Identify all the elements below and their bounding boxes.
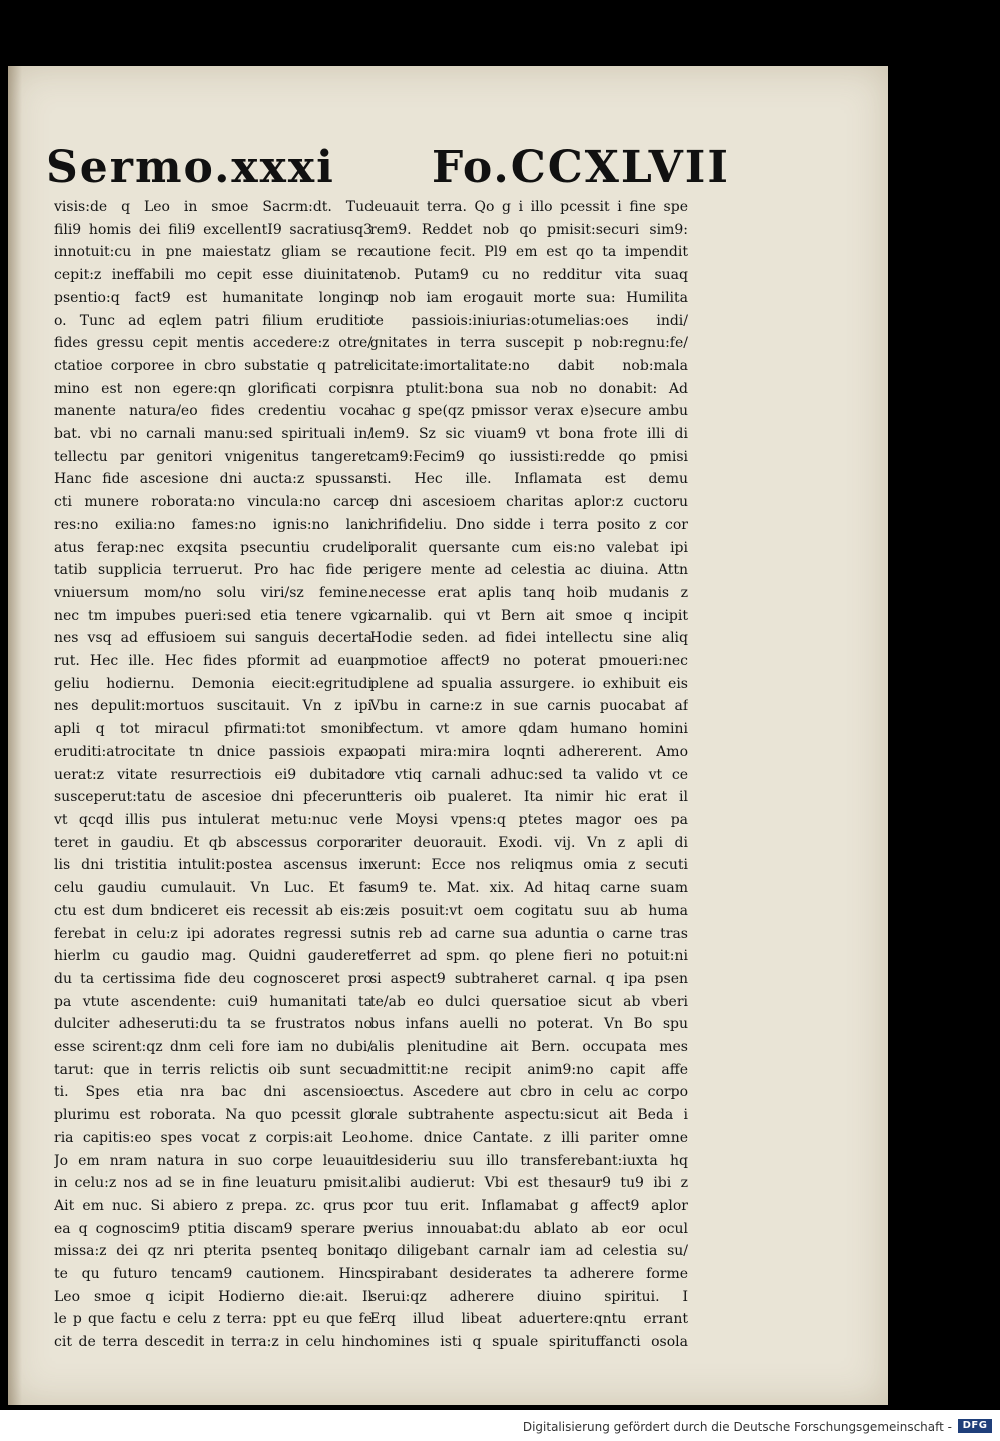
text-line: erigere mente ad celestia ac diuina. Attn	[370, 562, 688, 579]
text-line: geliu hodiernu. Demonia eiecit:egritudi	[54, 675, 372, 692]
text-line: vt qcqd illis pus intulerat metu:nuc ver	[54, 811, 372, 828]
text-line: ctu est dum bndiceret eis recessit ab eis:z	[54, 902, 372, 919]
text-line: teris oib pualeret. Ita nimir hic erat il	[370, 789, 688, 806]
text-line: chrifideliu. Dno sidde i terra posito z cor	[370, 516, 688, 533]
text-line: hierlm cu gaudio mag. Quidni gauderet	[54, 948, 372, 965]
text-line: nob. Putam9 cu no redditur vita suaq	[370, 267, 688, 284]
text-line: mino est non egere:qn glorificati corpis	[54, 380, 372, 397]
text-line: riter deuorauit. Exodi. vij. Vn z apli di	[370, 834, 688, 851]
text-line: nra ptulit:bona sua nob no donabit: Ad	[370, 380, 688, 397]
text-line: p nob iam erogauit morte sua: Humilita	[370, 289, 688, 306]
text-line: eruditi:atrocitate tn dnice passiois expa	[54, 743, 372, 760]
text-line: licitate:imortalitate:no dabit nob:mala	[370, 357, 688, 374]
text-line: te/ab eo dulci quersatioe sicut ab vberi	[370, 993, 688, 1010]
text-line: Erq illud libeat aduertere:qntu errant	[370, 1311, 688, 1328]
text-line: alibi audierut: Vbi est thesaur9 tu9 ibi z	[370, 1175, 688, 1192]
text-line: te qu futuro tencam9 cautionem. Hinc	[54, 1266, 372, 1283]
text-line: cepit:z ineffabili mo cepit esse diuinitate	[54, 267, 372, 284]
text-line: Vbu in carne:z in sue carnis puocabat af	[370, 698, 688, 715]
text-line: carnalib. qui vt Bern ait smoe q incipit	[370, 607, 688, 624]
text-line: psentio:q fact9 est humanitate longinq	[54, 289, 372, 306]
text-line: hac g spe(qz pmissor verax e)secure ambu	[370, 403, 688, 420]
text-line: du ta certissima fide deu cognosceret pro	[54, 970, 372, 987]
footer-bar	[0, 1410, 1000, 1441]
text-line: tatib supplicia terruerut. Pro hac fide p	[54, 562, 372, 579]
text-line: Hanc fide ascesione dni aucta:z spussan	[54, 471, 372, 488]
text-line: innotuit:cu in pne maiestatz gliam se re	[54, 244, 372, 261]
text-line: tellectu par genitori vnigenitus tangeret	[54, 448, 372, 465]
dfg-logo: DFG	[958, 1419, 992, 1433]
text-line: Ait em nuc. Si abiero z prepa. zc. qrus p	[54, 1197, 372, 1214]
text-line: re vtiq carnali adhuc:sed ta valido vt ce	[370, 766, 688, 783]
text-line: opati mira:mira loqnti adhererent. Amo	[370, 743, 688, 760]
text-line: ea q cognoscim9 ptitia discam9 sperare p	[54, 1220, 372, 1237]
text-line: manente natura/eo fides credentiu voca	[54, 403, 372, 420]
text-line: vniuersum mom/no solu viri/sz femine.	[54, 584, 372, 601]
text-line: celu gaudiu cumulauit. Vn Luc. Et fa	[54, 880, 372, 897]
text-line: rut. Hec ille. Hec fides pformit ad euan	[54, 653, 372, 670]
text-line: rale subtrahente aspectu:sicut ait Beda i	[370, 1107, 688, 1124]
text-line: susceperut:tatu de ascesioe dni pfecerunt	[54, 789, 372, 806]
text-line: lem9. Sz sic viuam9 vt bona frote illi di	[370, 426, 688, 443]
text-line: leuauit terra. Qo g i illo pcessit i fine spe	[370, 199, 688, 215]
text-line: le p que factu e celu z terra: ppt eu que fe	[54, 1311, 372, 1328]
text-line: desideriu suu illo transferebant:iuxta hq	[370, 1152, 688, 1169]
text-line: cor tuu erit. Inflamabat g affect9 aplor	[370, 1197, 688, 1214]
text-line: te passiois:iniurias:otumelias:oes indi/	[370, 312, 688, 329]
text-line: nes vsq ad effusioem sui sanguis decerta	[54, 630, 372, 647]
text-line: Hodie seden. ad fidei intellectu sine aliq	[370, 630, 688, 647]
text-line: dulciter adheseruti:du ta se frustratos no	[54, 1016, 372, 1033]
text-line: missa:z dei qz nri pterita psenteq bonita	[54, 1243, 372, 1260]
text-line: si aspect9 subtraheret carnal. q ipa psen	[370, 970, 688, 987]
text-line: nis reb ad carne sua aduntia o carne tras	[370, 925, 688, 942]
text-line: fili9 homis dei fili9 excellentI9 sacratiusq3	[54, 221, 372, 238]
text-line: qo diligebant carnalr iam ad celestia su/	[370, 1243, 688, 1260]
text-line: pmotioe affect9 no poterat pmoueri:nec	[370, 653, 688, 670]
text-line: visis:de q Leo in smoe Sacrm:dt. Tuc	[54, 199, 372, 215]
text-line: poralit quersante cum eis:no valebat ipi	[370, 539, 688, 556]
text-line: lis dni tristitia intulit:postea ascensus in	[54, 857, 372, 874]
text-line: alis plenitudine ait Bern. occupata mes	[370, 1039, 688, 1056]
text-line: res:no exilia:no fames:no ignis:no lani	[54, 516, 372, 533]
text-line: ria capitis:eo spes vocat z corpis:ait Leo.	[54, 1129, 372, 1146]
text-line: bus infans auelli no poterat. Vn Bo spu	[370, 1016, 688, 1033]
text-line: rem9. Reddet nob qo pmisit:securi sim9:	[370, 221, 688, 238]
text-line: teret in gaudiu. Et qb abscessus corpora	[54, 834, 372, 851]
text-line: nes depulit:mortuos suscitauit. Vn z ipi	[54, 698, 372, 715]
text-line: esse scirent:qz dnm celi fore iam no dubi/	[54, 1039, 372, 1056]
text-line: cam9:Fecim9 qo iussisti:redde qo pmisi	[370, 448, 688, 465]
text-line: o. Tunc ad eqlem patri filium eruditio	[54, 312, 372, 329]
text-line: plene ad spualia assurgere. io exhibuit eis	[370, 675, 688, 692]
text-line: Leo smoe q icipit Hodierno die:ait. Il	[54, 1288, 372, 1305]
text-line: cti munere roborata:no vincula:no carce	[54, 494, 372, 511]
text-line: nec tm impubes pueri:sed etia tenere vgi	[54, 607, 372, 624]
text-line: ctus. Ascedere aut cbro in celu ac corpo	[370, 1084, 688, 1101]
text-line: ferret ad spm. qo plene fieri no potuit:ni	[370, 948, 688, 965]
text-line: Jo em nram natura in suo corpe leuauit	[54, 1152, 372, 1169]
text-line: admittit:ne recipit anim9:no capit affe	[370, 1061, 688, 1078]
text-line: fides gressu cepit mentis accedere:z otre/	[54, 335, 372, 352]
text-line: cautione fecit. Pl9 em est qo ta impendit	[370, 244, 688, 261]
funding-notice: Digitalisierung gefördert durch die Deutsche Forschungsgemeinschaft -	[522, 1420, 952, 1434]
text-line: pa vtute ascendente: cui9 humanitati ta	[54, 993, 372, 1010]
text-line: cit de terra descedit in terra:z in celu hinc	[54, 1334, 372, 1351]
text-line: uerat:z vitate resurrectiois ei9 dubitado	[54, 766, 372, 783]
running-head-sermon: Sermo.xxxi	[46, 142, 335, 193]
text-line: le Moysi vpens:q ptetes magor oes pa	[370, 811, 688, 828]
text-line: eis posuit:vt oem cogitatu suu ab huma	[370, 902, 688, 919]
text-column-left	[54, 196, 372, 1354]
text-line: necesse erat aplis tanq hoib mudanis z	[370, 584, 688, 601]
text-line: home. dnice Cantate. z illi pariter omne	[370, 1129, 688, 1146]
text-line: sti. Hec ille. Inflamata est demu	[370, 471, 688, 488]
text-line: p dni ascesioem charitas aplor:z cuctoru	[370, 494, 688, 511]
text-line: ferebat in celu:z ipi adorates regressi sut	[54, 925, 372, 942]
text-line: homines isti q spuale spirituffancti osola	[370, 1334, 688, 1351]
text-line: ti. Spes etia nra bac dni ascensioe	[54, 1084, 372, 1101]
text-line: verius innouabat:du ablato ab eor ocul	[370, 1220, 688, 1237]
text-column-right	[370, 196, 688, 1354]
text-line: fectum. vt amore qdam humano homini	[370, 721, 688, 738]
text-line: atus ferap:nec exqsita psecuntiu crudeli	[54, 539, 372, 556]
text-line: spirabant desiderates ta adherere forme	[370, 1266, 688, 1283]
text-line: apli q tot miracul pfirmati:tot smonib	[54, 721, 372, 738]
text-line: ctatioe corporee in cbro substatie q patre	[54, 357, 372, 374]
text-line: serui:qz adherere diuino spiritui. I	[370, 1288, 688, 1305]
text-line: bat. vbi no carnali manu:sed spirituali in/	[54, 426, 372, 443]
book-page	[8, 66, 888, 1405]
text-line: sum9 te. Mat. xix. Ad hitaq carne suam	[370, 880, 688, 897]
text-line: in celu:z nos ad se in fine leuaturu pmisit.	[54, 1175, 372, 1192]
text-line: plurimu est roborata. Na quo pcessit glo	[54, 1107, 372, 1124]
text-line: gnitates in terra suscepit p nob:regnu:fe/	[370, 335, 688, 352]
text-line: tarut: que in terris relictis oib sunt secu	[54, 1061, 372, 1078]
running-head-folio: Fo.CCXLVII	[432, 142, 730, 193]
text-line: xerunt: Ecce nos reliqmus omia z secuti	[370, 857, 688, 874]
